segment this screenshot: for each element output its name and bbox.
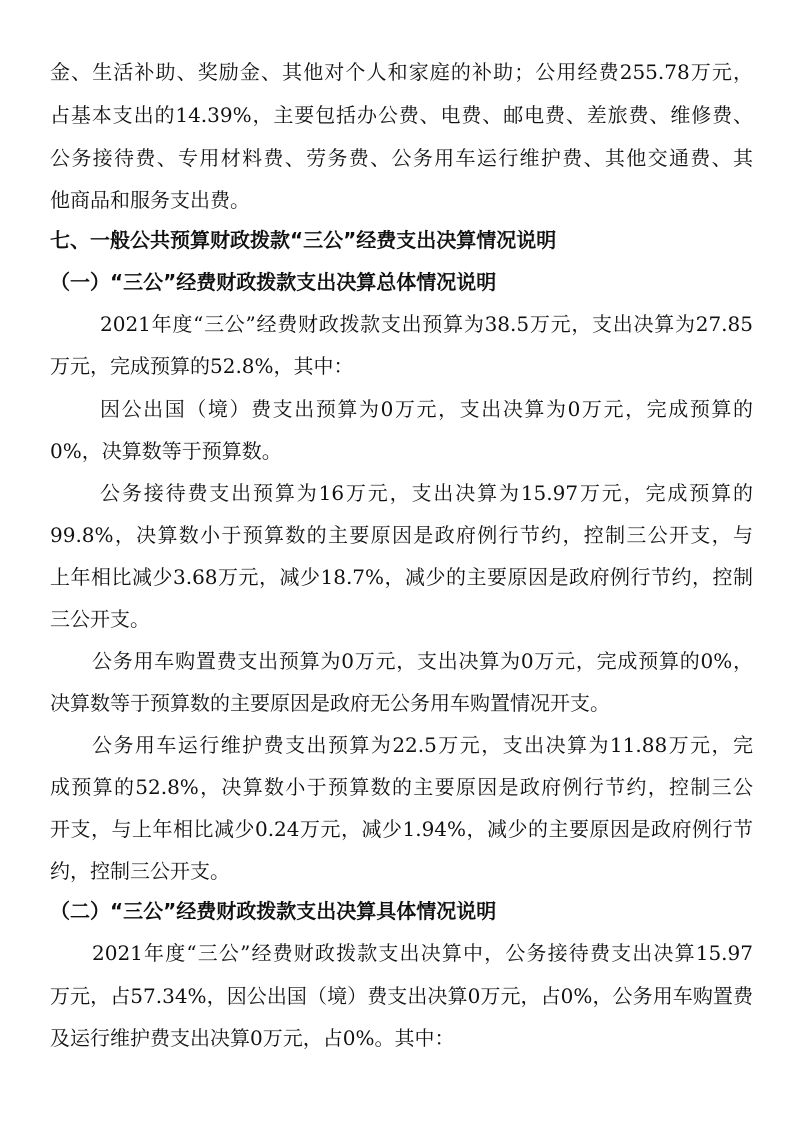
subsection-heading: （二）“三公”经费财政拨款支出决算具体情况说明 bbox=[50, 899, 497, 923]
paragraph-line: 决算数等于预算数的主要原因是政府无公务用车购置情况开支。 bbox=[50, 691, 610, 715]
paragraph-line: 成预算的52.8%，决算数小于预算数的主要原因是政府例行节约，控制三公 bbox=[50, 775, 753, 799]
paragraph-line: 开支，与上年相比减少0.24万元，减少1.94%，减少的主要原因是政府例行节 bbox=[50, 817, 753, 841]
paragraph-line: 上年相比减少3.68万元，减少18.7%，减少的主要原因是政府例行节约，控制 bbox=[50, 565, 753, 589]
paragraph-line: 金、生活补助、奖励金、其他对个人和家庭的补助；公用经费255.78万元， bbox=[50, 60, 753, 84]
paragraph-line: 公务接待费、专用材料费、劳务费、公务用车运行维护费、其他交通费、其 bbox=[50, 146, 753, 170]
paragraph-line: 0%，决算数等于预算数。 bbox=[50, 439, 282, 463]
paragraph-line: 因公出国（境）费支出预算为0万元，支出决算为0万元，完成预算的 bbox=[100, 397, 753, 421]
subsection-heading: （一）“三公”经费财政拨款支出决算总体情况说明 bbox=[50, 270, 497, 294]
paragraph-line: 公务接待费支出预算为16万元，支出决算为15.97万元，完成预算的 bbox=[100, 481, 753, 505]
paragraph-line: 公务用车购置费支出预算为0万元，支出决算为0万元，完成预算的0%， bbox=[92, 649, 753, 673]
paragraph-line: 万元，完成预算的52.8%，其中： bbox=[50, 354, 354, 378]
paragraph-line: 99.8%，决算数小于预算数的主要原因是政府例行节约，控制三公开支，与 bbox=[50, 523, 753, 547]
paragraph-line: 及运行维护费支出决算0万元，占0%。其中： bbox=[50, 1026, 455, 1050]
paragraph-line: 公务用车运行维护费支出预算为22.5万元，支出决算为11.88万元，完 bbox=[92, 733, 753, 757]
paragraph-line: 三公开支。 bbox=[50, 607, 150, 631]
section-heading: 七、一般公共预算财政拨款“三公”经费支出决算情况说明 bbox=[50, 228, 557, 252]
paragraph-line: 2021年度“三公”经费财政拨款支出预算为38.5万元，支出决算为27.85 bbox=[100, 312, 753, 336]
paragraph-line: 2021年度“三公”经费财政拨款支出决算中，公务接待费支出决算15.97 bbox=[92, 941, 753, 965]
paragraph-line: 约，控制三公开支。 bbox=[50, 859, 230, 883]
paragraph-line: 万元，占57.34%，因公出国（境）费支出决算0万元，占0%，公务用车购置费 bbox=[50, 984, 753, 1008]
paragraph-line: 占基本支出的14.39%，主要包括办公费、电费、邮电费、差旅费、维修费、 bbox=[50, 103, 753, 127]
paragraph-line: 他商品和服务支出费。 bbox=[50, 188, 250, 212]
